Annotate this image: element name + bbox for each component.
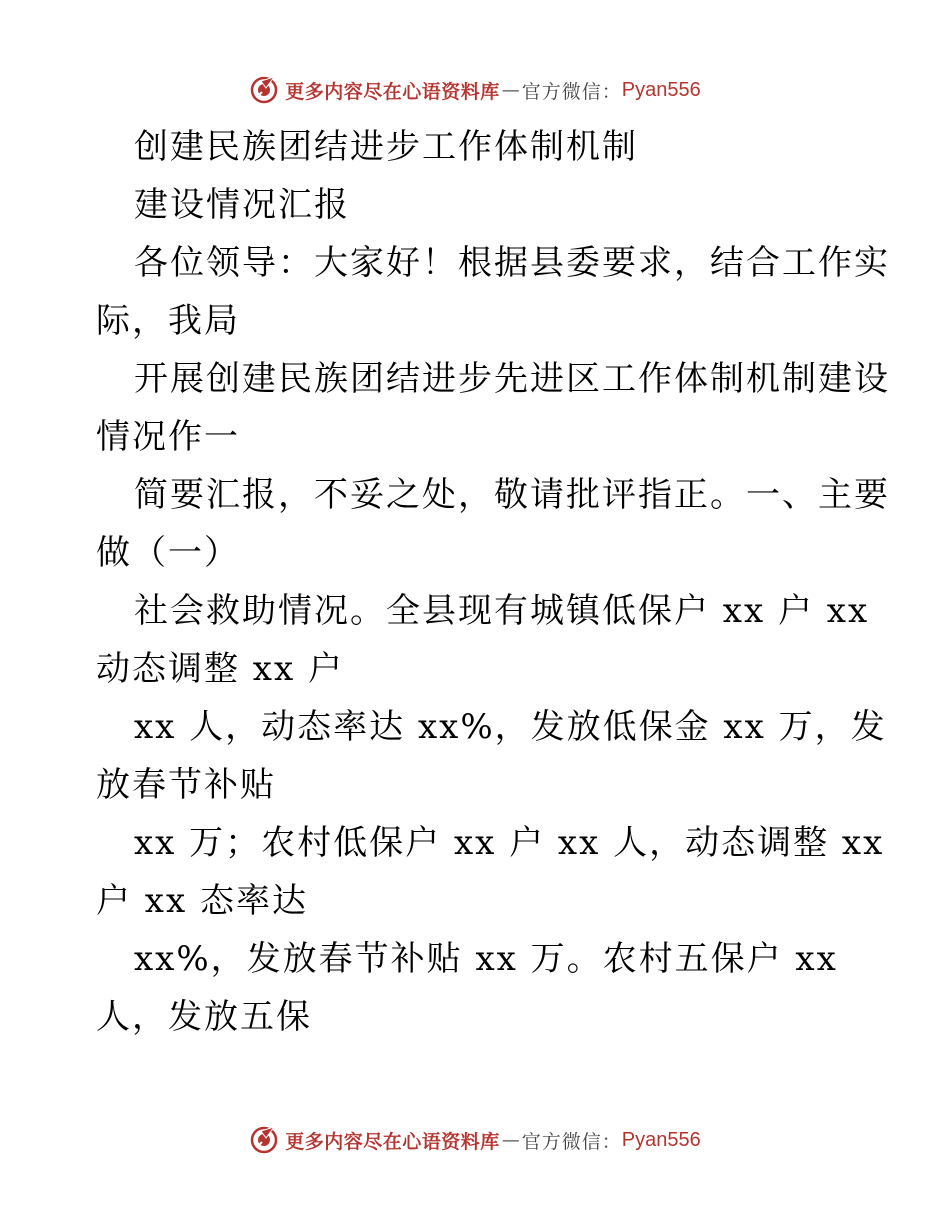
document-line: 开展创建民族团结进步先进区工作体制机制建设 [134, 359, 890, 399]
banner-contact-id: Pyan556 [621, 78, 701, 101]
document-line: 人，发放五保 [96, 997, 312, 1037]
document-line: xx 万；农村低保户 xx 户 xx 人，动态调整 xx [134, 823, 885, 863]
document-line: 户 xx 态率达 [96, 881, 308, 921]
header-banner [0, 70, 950, 110]
footer-dash: — [501, 1129, 520, 1151]
document-line: 社会救助情况。全县现有城镇低保户 xx 户 xx [134, 591, 870, 631]
banner-brand: 更多内容尽在心语资料库 [285, 80, 500, 103]
document-line: xx%，发放春节补贴 xx 万。农村五保户 xx [134, 939, 838, 979]
document-line: 各位领导：大家好！根据县委要求，结合工作实 [134, 243, 890, 283]
document-line: 际，我局 [96, 301, 240, 341]
document-line: 做（一） [96, 533, 240, 573]
document-line: 情况作一 [96, 417, 240, 457]
footer-contact-label: 官方微信： [521, 1130, 622, 1153]
document-line: 简要汇报，不妥之处，敬请批评指正。一、主要 [134, 475, 890, 515]
banner-contact-label: 官方微信： [521, 80, 622, 103]
document-line: 放春节补贴 [96, 765, 276, 805]
banner-dash: — [501, 79, 520, 101]
document-body [96, 118, 890, 1046]
footer-contact-id: Pyan556 [621, 1128, 701, 1151]
quill-seal-icon [249, 75, 279, 105]
footer-banner [0, 1120, 950, 1160]
document-line: 创建民族团结进步工作体制机制 [134, 127, 638, 167]
document-line: 动态调整 xx 户 [96, 649, 344, 689]
quill-seal-icon [249, 1125, 279, 1155]
document-line: xx 人，动态率达 xx%，发放低保金 xx 万，发 [134, 707, 887, 747]
document-line: 建设情况汇报 [134, 185, 350, 225]
footer-brand: 更多内容尽在心语资料库 [285, 1130, 500, 1153]
